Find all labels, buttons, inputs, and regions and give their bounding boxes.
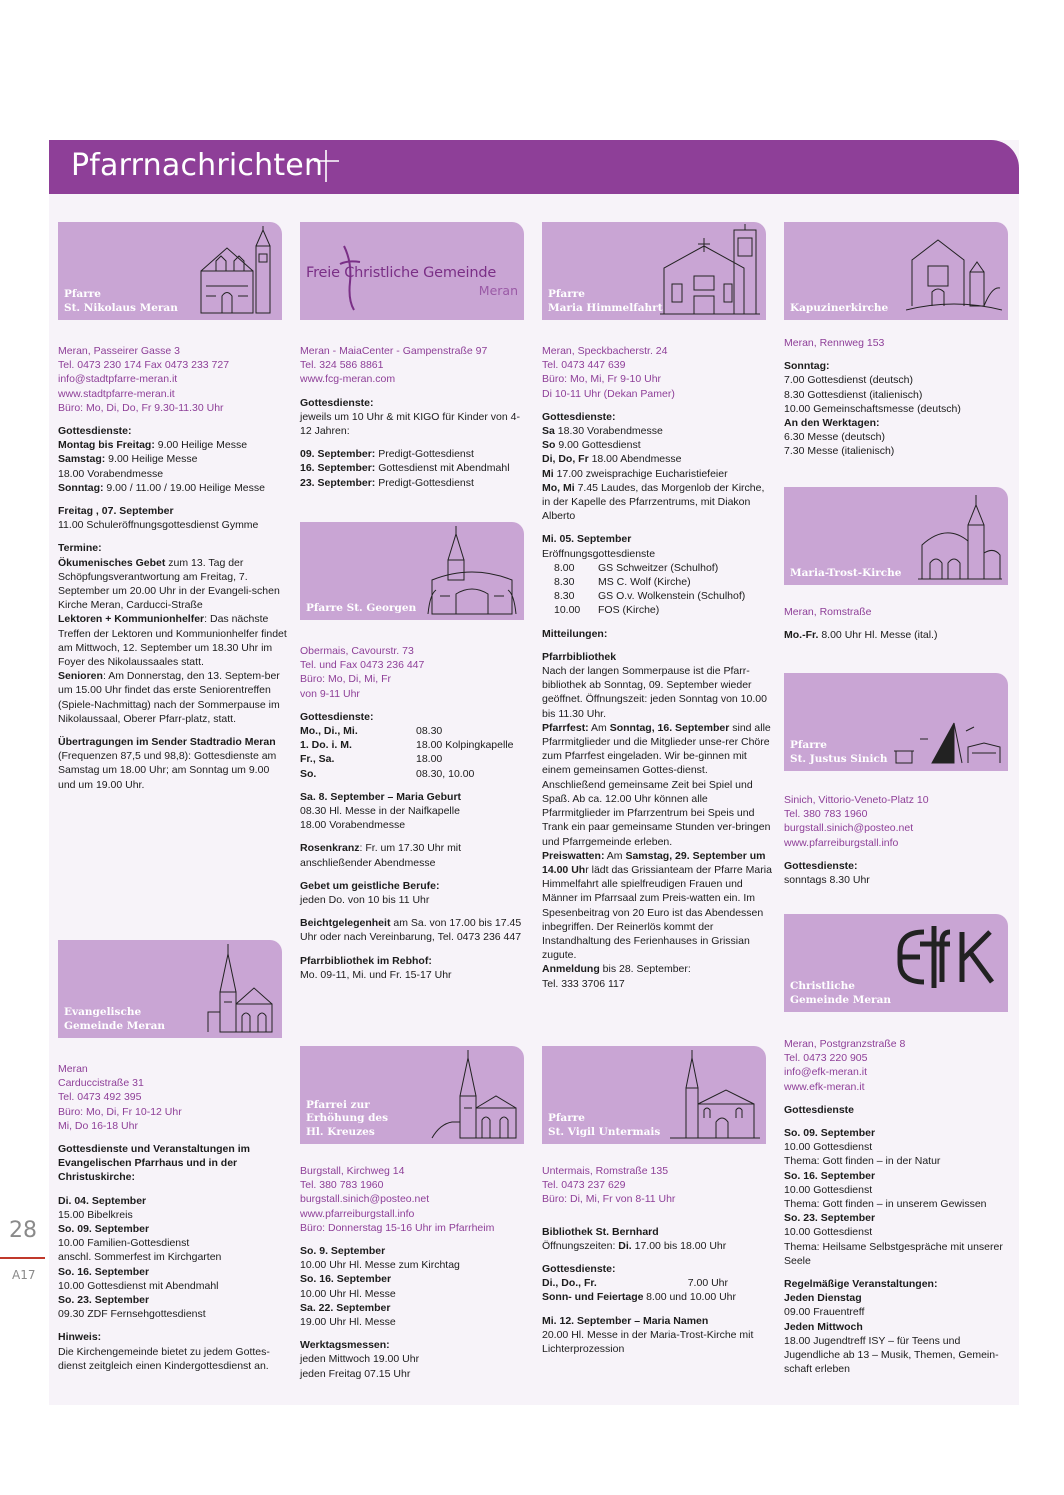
parish-card-maria-himmelfahrt [542, 222, 766, 320]
heading: Hinweis: [58, 1331, 102, 1344]
label: Sa [542, 425, 555, 438]
label: Sonn- und Feiertage [542, 1291, 644, 1304]
text: bis 28. September: [599, 963, 691, 976]
parish-card-hl-kreuz [300, 1046, 524, 1144]
parish-card-kapuziner [784, 222, 1008, 320]
text: 9.00 Heilige Messe [154, 439, 248, 452]
label: Senioren [58, 670, 103, 683]
label: Mi [542, 467, 554, 480]
parish-info-st-justus [784, 793, 1014, 887]
label: Beichtgelegenheit [300, 917, 391, 930]
efk-logo-text: EfK [890, 922, 892, 923]
text: 10.00 Gottesdienst mit Abendmahl [58, 1279, 219, 1292]
address-block: Untermais, Romstraße 135 Tel. 0473 237 629 Büro: Di, Mi, Fr von 8-11 Uhr [542, 1165, 676, 1206]
text: sonntags 8.30 Uhr [784, 874, 870, 887]
address-block: Meran, Speckbacherstr. 24 Tel. 0473 447 639 Büro: Mo, Mi, Fr 9-10 Uhr Di 10-11 Uhr (Dekan Pamer) [542, 345, 675, 400]
text: 18.00 Vorabendmesse [58, 467, 164, 480]
schedule-row [542, 575, 772, 589]
label: Mo, Mi [542, 481, 575, 494]
heading: Gottesdienste [784, 1103, 855, 1116]
label: Rosenkranz [300, 842, 360, 855]
church-drawing-icon [430, 1048, 518, 1140]
date-heading: So. 16. September [58, 1265, 150, 1278]
page-code: A17 [12, 1268, 36, 1282]
label: Anmeldung [542, 963, 600, 976]
date-heading: Jeden Dienstag [784, 1292, 862, 1305]
value: 08.30, 10.00 [416, 767, 475, 780]
text: 7.45 Laudes, das Morgenlob der Kirche, in der Kapelle des Pfarrzentrums, mit Diakon Alberto [542, 481, 765, 523]
date-heading: So. 23. September [58, 1294, 150, 1307]
text: 11.00 Schuleröffnungsgottesdienst Gymme [58, 519, 259, 532]
church-drawing-icon [892, 707, 1002, 767]
heading: Sonntag: [784, 360, 830, 373]
text: 6.30 Messe (deutsch) 7.30 Messe (italienisch) [784, 431, 895, 458]
text: 8.00 Uhr Hl. Messe (ital.) [818, 629, 938, 642]
parish-info-hl-kreuz [300, 1164, 530, 1381]
parish-card-st-georgen [300, 522, 524, 620]
parish-card-fcg [300, 222, 524, 320]
text: Gottesdienst mit Abendmahl [375, 462, 510, 475]
heading: Regelmäßige Veranstaltungen: [784, 1278, 938, 1291]
value: 7.00 Uhr [687, 1277, 728, 1290]
parish-info-maria-himmelfahrt [542, 344, 772, 991]
page-number: 28 [9, 1218, 37, 1243]
heading: Gebet um geistliche Berufe: [300, 879, 440, 892]
parish-info-evangelisch [58, 1062, 288, 1373]
address-block: Meran, Passeirer Gasse 3 Tel. 0473 230 174 Fax 0473 233 727 info@stadtpfarre-meran.it www.stadtpfarre-meran.it Büro: Mo, Di, Do, Fr 9.30-11.30 Uhr [58, 345, 230, 414]
address-block: Sinich, Vittorio-Veneto-Platz 10 Tel. 380 783 1960 burgstall.sinich@posteo.net www.pfarreiburgstall.info [784, 794, 929, 849]
label: Mo., Di., Mi. [300, 725, 358, 738]
heading: Gottesdienste: [300, 710, 374, 723]
church-drawing-icon [660, 224, 760, 316]
page-number-rule [0, 1257, 45, 1259]
card-label: Pfarre St. Nikolaus Meran [64, 288, 178, 314]
text: 17.00 zweisprachige Eucharistiefeier [553, 467, 728, 480]
text: sind alle Pfarrmitglieder und die Mitglieder unse-rer Chöre zum Pfarrfest eingeladen. Wir be-ginnen mit einem gemeinsamen Gottes-dienst. Anschließend gemeinsame Zeit bei Spiel und Spaß. Ab ca. 12.00 Uhr können alle Pfarrmitglieder im Pfarrzentrum bei Speis und Trank ein paar gemeinsame Stunden ver-bringen und Pfarrgemeinde erleben. [542, 721, 771, 848]
heading: Pfarrbibliothek im Rebhof: [300, 954, 432, 967]
address-block: Meran, Postgranzstraße 8 Tel. 0473 220 905 info@efk-meran.it www.efk-meran.it [784, 1038, 906, 1093]
heading: Sa. 8. September – Maria Geburt [300, 790, 462, 803]
label: Lektoren + Kommunionhelfer [58, 613, 205, 626]
date-heading: Di. 04. September [58, 1194, 147, 1207]
card-label: Evangelische Gemeinde Meran [64, 1006, 166, 1032]
label: Montag bis Freitag: [58, 439, 155, 452]
text: : Das nächste Treffen der Lektoren und Kommunionhelfer findet am Mittwoch, 12. September um 18.30 Uhr im Foyer des Nikolaussaales statt. [58, 613, 287, 669]
parish-info-maria-trost [784, 605, 1014, 642]
cross-icon [312, 148, 342, 184]
text: : Am Donnerstag, den 13. Septem-ber um 15.00 Uhr findet das erste Seniorentreffen (Spiele-Nachmittag) nach der Sommerpause im Nikolaussaal, Oberer Pfarr-platz, statt. [58, 670, 280, 725]
heading: Gottesdienste: [542, 410, 616, 423]
label: Sonntag, 16. September [609, 721, 730, 734]
value: MS C. Wolf (Kirche) [598, 576, 691, 589]
label: 09. September: [300, 448, 376, 461]
address-block: Meran - MaiaCenter - Gampenstraße 97 Tel. 324 586 8861 www.fcg-meran.com [300, 345, 488, 386]
text: 9.00 Gottesdienst [555, 439, 641, 452]
heading: Mitteilungen: [542, 627, 608, 640]
efk-logo [890, 922, 1000, 992]
time: 10.00 [554, 604, 581, 617]
label: Samstag, 29. September um 14.00 Uh [542, 849, 766, 876]
parish-info-fcg [300, 344, 530, 490]
card-label: Maria-Trost-Kirche [790, 566, 902, 579]
schedule-row [300, 767, 530, 781]
value: 08.30 [416, 725, 443, 738]
parish-card-efk [784, 914, 1008, 1012]
card-label: Pfarre St. Justus Sinich [790, 739, 888, 765]
text: 18.30 Vorabendmesse [554, 425, 663, 438]
text: 10.00 Uhr Hl. Messe [300, 1287, 396, 1300]
fcg-logo-name: Freie Christliche Gemeinde [306, 265, 497, 281]
text: 9.00 Heilige Messe [105, 453, 198, 466]
text: 19.00 Uhr Hl. Messe [300, 1316, 396, 1329]
text: 09.30 ZDF Fernsehgottesdienst [58, 1308, 206, 1321]
date-heading: So. 23. September [784, 1212, 876, 1225]
heading: Gottesdienste: [300, 396, 374, 409]
schedule-row [542, 589, 772, 603]
parish-card-st-vigil [542, 1046, 766, 1144]
label: Fr., Sa. [300, 753, 335, 766]
text: 7.00 Gottesdienst (deutsch) 8.30 Gottesdienst (italienisch) 10.00 Gemeinschaftsmesse (deutsch) [784, 374, 961, 415]
church-drawing-icon [206, 942, 276, 1034]
label: 1. Do. i. M. [300, 739, 352, 752]
card-label: Pfarre St. Georgen [306, 601, 417, 614]
text: 10.00 Gottesdienst Thema: Gott finden – in der Natur [784, 1141, 941, 1168]
heading: Mi. 05. September [542, 533, 632, 546]
label: Di, Do, Fr [542, 453, 589, 466]
label: So. [300, 767, 317, 780]
church-drawing-icon [196, 226, 276, 316]
address-block: Obermais, Cavourstr. 73 Tel. und Fax 0473 236 447 Büro: Mo, Di, Mi, Fr von 9-11 Uhr [300, 645, 425, 700]
text: Eröffnungsgottesdienste [542, 547, 656, 560]
label: Mo.-Fr. [784, 629, 819, 642]
parish-info-kapuziner [784, 336, 1014, 459]
text: Die Kirchengemeinde bietet zu jedem Gottes-dienst zeitgleich einen Kindergottesdienst an. [58, 1345, 270, 1372]
schedule-row [542, 1290, 772, 1304]
heading: Gottesdienste: [784, 859, 858, 872]
text: r lädt das Grissianteam der Pfarre Maria Himmelfahrt alle spielfreudigen Frauen und Männer im Pfarrsaal zum Preis-watten ein. Im Spesenbeitrag von 20 Euro ist das Abendessen inbegriffen. Der Reinerlös kommt der Instandhaltung des Ferienhauses in Grissian zugute. [542, 863, 772, 962]
heading: Freitag , 07. September [58, 505, 174, 518]
label: So [542, 439, 556, 452]
text: zum 13. Tag der Schöpfungsverantwortung am Freitag, 7. September um 20.00 Uhr in der Evangeli-schen Kirche Meran, Carducci-Straße [58, 556, 280, 612]
fcg-logo-subtitle: Meran [478, 283, 518, 298]
card-label: Pfarre St. Vigil Untermais [548, 1112, 661, 1138]
value: 18.00 [416, 753, 443, 766]
text: 10.00 Gottesdienst Thema: Heilsame Selbstgespräche mit unserer Seele [784, 1226, 1003, 1267]
text: : Fr. um 17.30 Uhr mit anschließender Abendmesse [300, 842, 462, 869]
value: 18.00 Kolpingkapelle [416, 739, 514, 752]
value: 8.00 und 10.00 Uhr [646, 1291, 736, 1304]
address-block: Meran, Rennweg 153 [784, 337, 885, 349]
church-drawing-icon [670, 1048, 760, 1140]
section-title: Pfarrnachrichten [71, 148, 324, 183]
heading: Pfarrbibliothek [542, 650, 617, 663]
text: 17.00 bis 18.00 Uhr [631, 1239, 727, 1252]
heading: Werktagsmessen: [300, 1339, 390, 1352]
parish-info-st-nikolaus [58, 344, 288, 792]
text: 15.00 Bibelkreis [58, 1208, 133, 1221]
label: 16. September: [300, 462, 376, 475]
church-drawing-icon [426, 524, 518, 616]
heading: Gottesdienste: [542, 1263, 616, 1276]
time: 8.00 [554, 561, 575, 574]
date-heading: So. 16. September [784, 1169, 876, 1182]
label: Sonntag: [58, 481, 104, 494]
text: Tel. 333 3706 117 [542, 977, 625, 990]
parish-card-maria-trost [784, 487, 1008, 585]
text: jeden Do. von 10 bis 11 Uhr [300, 894, 430, 907]
text: 09.00 Frauentreff [784, 1306, 865, 1319]
text: am Sa. von 17.00 bis 17.45 Uhr oder nach Vereinbarung, Tel. 0473 236 447 [300, 917, 522, 944]
text: jeden Mittwoch 19.00 Uhr jeden Freitag 07.15 Uhr [300, 1353, 420, 1380]
text: Predigt-Gottesdienst [375, 476, 474, 489]
section-header [49, 140, 1019, 194]
date-heading: So. 16. September [300, 1273, 392, 1286]
value: GS O.v. Wolkenstein (Schulhof) [598, 590, 746, 603]
heading: Termine: [58, 542, 102, 555]
text: Nach der langen Sommerpause ist die Pfarr-bibliothek ab Sonntag, 09. September wieder geöffnet. Öffnungszeit: jeden Sonntag von 10.00 bis 11.30 Uhr. [542, 665, 767, 720]
text: 20.00 Hl. Messe in der Maria-Trost-Kirche mit Lichterprozession [542, 1328, 754, 1356]
time: 8.30 [554, 590, 575, 603]
heading: Mi. 12. September – Maria Namen [542, 1314, 709, 1327]
card-label: Christliche Gemeinde Meran [790, 980, 892, 1006]
parish-card-evangelisch [58, 940, 282, 1038]
text: 08.30 Hl. Messe in der Naifkapelle 18.00 Vorabendmesse [300, 805, 460, 832]
schedule-row [300, 738, 530, 752]
text: Am [588, 721, 610, 734]
heading: Bibliothek St. Bernhard [542, 1225, 659, 1238]
date-heading: So. 09. September [784, 1127, 876, 1140]
schedule-row [300, 752, 530, 766]
heading: Gottesdienste: [58, 425, 132, 438]
address-block: Meran, Romstraße [784, 606, 872, 618]
parish-info-st-vigil [542, 1164, 772, 1356]
card-label: Pfarrei zur Erhöhung des Hl. Kreuzes [306, 1098, 389, 1138]
date-heading: So. 9. September [300, 1245, 386, 1258]
card-label: Kapuzinerkirche [790, 301, 889, 314]
value: FOS (Kirche) [598, 604, 660, 617]
parish-info-efk [784, 1037, 1014, 1376]
address-block: Burgstall, Kirchweg 14 Tel. 380 783 1960 burgstall.sinich@posteo.net www.pfarreiburgstall.info Büro: Donnerstag 15-16 Uhr im Pfarrheim [300, 1165, 495, 1234]
schedule-row [300, 724, 530, 738]
label: Ökumenisches Gebet [58, 556, 166, 569]
parish-card-st-justus [784, 673, 1008, 771]
text: Mo. 09-11, Mi. und Fr. 15-17 Uhr [300, 968, 452, 981]
text: Predigt-Gottesdienst [375, 448, 474, 461]
text: Öffnungszeiten: [542, 1239, 619, 1252]
date-heading: So. 09. September [58, 1223, 150, 1236]
schedule-row [542, 1276, 772, 1290]
label: Di., Do., Fr. [542, 1277, 597, 1290]
text: 18.00 Jugendtreff ISY – für Teens und Jugendliche ab 13 – Musik, Themen, Gemein-schaft erleben [784, 1334, 999, 1376]
heading: Gottesdienste und Veranstaltungen im Evangelischen Pfarrhaus und in der Christuskirche: [58, 1143, 250, 1184]
label: Samstag: [58, 453, 106, 466]
label: 23. September: [300, 476, 376, 489]
label: Übertragungen im Sender Stadtradio Meran [58, 736, 276, 749]
parish-card-st-nikolaus [58, 222, 282, 320]
time: 8.30 [554, 576, 575, 589]
text: 10.00 Uhr Hl. Messe zum Kirchtag [300, 1259, 460, 1272]
text: 18.00 Abendmesse [588, 453, 682, 466]
address-block: Meran Carduccistraße 31 Tel. 0473 492 395 Büro: Mo, Di, Fr 10-12 Uhr Mi, Do 16-18 Uhr [58, 1063, 182, 1132]
label: Di. [618, 1239, 632, 1252]
schedule-row [542, 561, 772, 575]
date-heading: Sa. 22. September [300, 1301, 391, 1314]
label: Pfarrfest: [542, 721, 589, 734]
text: 9.00 / 11.00 / 19.00 Heilige Messe [103, 481, 265, 494]
text: 10.00 Gottesdienst Thema: Gott finden – in unserem Gewissen [784, 1183, 987, 1211]
parish-info-st-georgen [300, 644, 530, 982]
text: jeweils um 10 Uhr & mit KIGO für Kinder von 4-12 Jahren: [300, 410, 520, 438]
date-heading: Jeden Mittwoch [784, 1320, 863, 1333]
heading: An den Werktagen: [784, 417, 880, 430]
church-drawing-icon [918, 493, 1002, 581]
label: Preiswatten: [542, 849, 605, 862]
schedule-row [542, 603, 772, 617]
value: GS Schweitzer (Schulhof) [598, 561, 719, 574]
text: Am [604, 849, 626, 862]
card-label: Pfarre Maria Himmelfahrt [548, 288, 663, 314]
church-drawing-icon [906, 226, 1002, 316]
text: 10.00 Familien-Gottesdienst anschl. Sommerfest im Kirchgarten [58, 1237, 222, 1264]
text: (Frequenzen 87,5 und 98,8): Gottesdienste am Samstag um 18.00 Uhr; am Sonntag um 9.00 und um 19.00 Uhr. [58, 750, 277, 791]
